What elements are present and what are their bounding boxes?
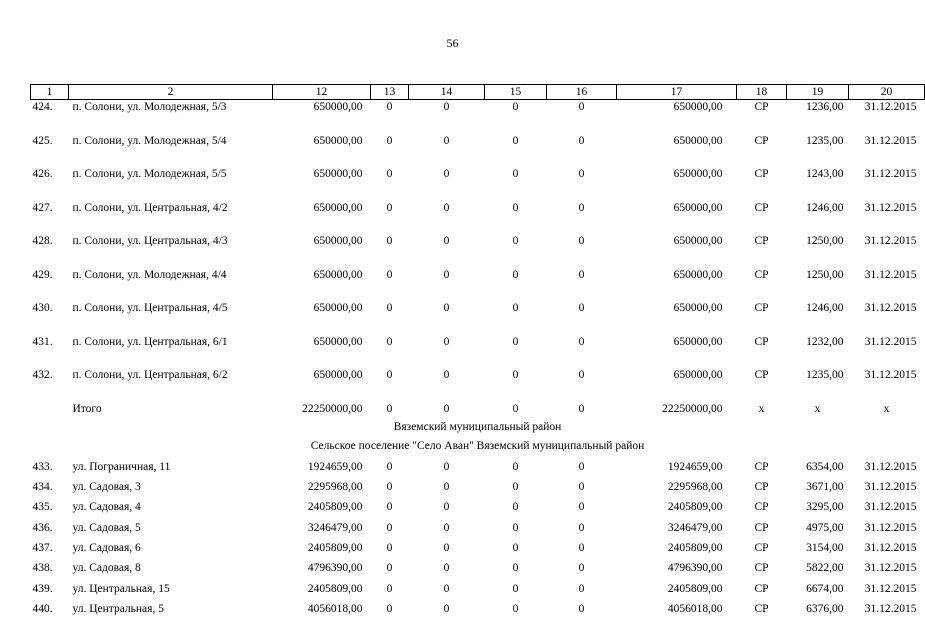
row-col-14: 0 xyxy=(443,582,450,595)
row-col-19: 6376,00 xyxy=(806,603,844,616)
row-col-17: 650000,00 xyxy=(673,235,723,247)
row-number: 433. xyxy=(32,460,53,473)
header-col-16: 16 xyxy=(547,85,617,100)
row-col-12: 2405809,00 xyxy=(307,582,363,595)
row-col-16: 0 xyxy=(578,134,585,147)
table-row xyxy=(31,100,925,134)
row-col-13: 0 xyxy=(386,501,393,514)
total-row xyxy=(31,402,925,421)
row-col-19: 1246,00 xyxy=(806,201,844,214)
row-col-16: 0 xyxy=(578,268,585,281)
row-col-18: СР xyxy=(754,302,769,314)
table-row xyxy=(31,521,925,541)
row-col-13: 0 xyxy=(386,542,393,555)
row-col-18: СР xyxy=(754,521,769,534)
row-col-18: СР xyxy=(754,101,769,113)
row-col-15: 0 xyxy=(512,521,519,534)
row-col-17: 650000,00 xyxy=(673,302,723,314)
row-col-15: 0 xyxy=(512,201,519,214)
row-address: ул. Пограничная, 11 xyxy=(72,460,171,473)
row-col-13: 0 xyxy=(386,235,393,247)
header-col-12: 12 xyxy=(273,85,371,100)
row-col-12: 650000,00 xyxy=(313,201,363,214)
row-col-14: 0 xyxy=(443,268,450,281)
table-row xyxy=(31,602,925,622)
row-address: ул. Садовая, 4 xyxy=(72,501,141,514)
row-col-17: 2405809,00 xyxy=(667,542,723,555)
row-col-18: СР xyxy=(754,582,769,595)
table-row xyxy=(31,561,925,581)
row-col-15: 0 xyxy=(512,335,519,348)
row-col-19: 1236,00 xyxy=(806,101,844,113)
row-col-20: 31.12.2015 xyxy=(864,101,917,113)
row-col-13: 0 xyxy=(386,582,393,595)
row-col-14: 0 xyxy=(443,603,450,616)
row-col-12: 2405809,00 xyxy=(307,542,363,555)
row-col-13: 0 xyxy=(386,268,393,281)
row-address: ул. Центральная, 5 xyxy=(72,603,164,616)
row-col-12: 3246479,00 xyxy=(307,521,363,534)
row-number: 431. xyxy=(32,335,53,348)
row-col-20: 31.12.2015 xyxy=(864,501,917,514)
table-row xyxy=(31,582,925,602)
row-col-19: 3671,00 xyxy=(806,480,844,493)
row-number: 438. xyxy=(32,562,53,575)
row-col-13: 0 xyxy=(386,302,393,314)
row-address: ул. Садовая, 3 xyxy=(72,480,141,493)
row-address: ул. Садовая, 8 xyxy=(72,562,141,575)
row-number: 425. xyxy=(32,134,53,147)
row-col-15: 0 xyxy=(512,582,519,595)
table-row xyxy=(31,541,925,561)
row-col-14: 0 xyxy=(443,302,450,314)
table-row xyxy=(31,368,925,402)
row-number: 428. xyxy=(32,235,53,247)
header-col-1: 1 xyxy=(31,85,69,100)
row-col-20: 31.12.2015 xyxy=(864,460,917,473)
row-col-19: 1235,00 xyxy=(806,369,844,381)
row-col-20: 31.12.2015 xyxy=(864,268,917,281)
row-col-17: 4056018,00 xyxy=(667,603,723,616)
row-number: 435. xyxy=(32,501,53,514)
total-col-19: х xyxy=(814,402,821,415)
row-address: п. Солони, ул. Центральная, 4/2 xyxy=(72,201,228,214)
row-col-18: СР xyxy=(754,168,769,180)
row-col-17: 2405809,00 xyxy=(667,501,723,514)
row-col-15: 0 xyxy=(512,369,519,381)
row-col-18: СР xyxy=(754,562,769,575)
row-col-13: 0 xyxy=(386,134,393,147)
row-col-16: 0 xyxy=(578,168,585,180)
total-col-17: 22250000,00 xyxy=(662,402,723,415)
table-row xyxy=(31,167,925,201)
row-number: 437. xyxy=(32,542,53,555)
row-number: 436. xyxy=(32,521,53,534)
row-address: п. Солони, ул. Молодежная, 4/4 xyxy=(72,268,227,281)
row-number: 434. xyxy=(32,480,53,493)
row-col-14: 0 xyxy=(443,460,450,473)
row-col-17: 650000,00 xyxy=(673,369,723,381)
section-row-district xyxy=(31,421,925,441)
row-col-18: СР xyxy=(754,480,769,493)
row-col-16: 0 xyxy=(578,582,585,595)
total-col-18: х xyxy=(758,402,765,415)
row-col-20: 31.12.2015 xyxy=(864,542,917,555)
row-col-20: 31.12.2015 xyxy=(864,168,917,180)
row-col-20: 31.12.2015 xyxy=(864,521,917,534)
row-col-12: 1924659,00 xyxy=(307,460,363,473)
row-col-13: 0 xyxy=(386,201,393,214)
row-number: 426. xyxy=(32,168,53,180)
row-col-13: 0 xyxy=(386,480,393,493)
page-number: 56 xyxy=(446,36,459,50)
row-col-14: 0 xyxy=(443,501,450,514)
row-col-16: 0 xyxy=(578,460,585,473)
row-col-17: 4796390,00 xyxy=(667,562,723,575)
total-col-15: 0 xyxy=(512,402,519,415)
row-col-16: 0 xyxy=(578,302,585,314)
row-col-19: 1232,00 xyxy=(806,335,844,348)
row-col-13: 0 xyxy=(386,369,393,381)
row-col-16: 0 xyxy=(578,521,585,534)
row-col-20: 31.12.2015 xyxy=(864,201,917,214)
header-row xyxy=(31,85,925,100)
row-col-14: 0 xyxy=(443,480,450,493)
row-number: 430. xyxy=(32,302,53,314)
row-col-12: 650000,00 xyxy=(313,235,363,247)
row-col-13: 0 xyxy=(386,562,393,575)
row-col-15: 0 xyxy=(512,501,519,514)
row-col-12: 4796390,00 xyxy=(307,562,363,575)
total-row-num xyxy=(31,402,69,421)
row-address: п. Солони, ул. Молодежная, 5/4 xyxy=(72,134,227,147)
row-number: 440. xyxy=(32,603,53,616)
row-col-19: 1250,00 xyxy=(806,268,844,281)
header-col-18: 18 xyxy=(737,85,787,100)
row-col-19: 1243,00 xyxy=(806,168,844,180)
data-table xyxy=(30,84,925,623)
row-col-20: 31.12.2015 xyxy=(864,603,917,616)
row-col-16: 0 xyxy=(578,562,585,575)
row-col-19: 1246,00 xyxy=(806,302,844,314)
row-address: п. Солони, ул. Молодежная, 5/5 xyxy=(72,168,227,180)
row-col-12: 650000,00 xyxy=(313,101,363,113)
section-settlement: Сельское поселение "Село Аван" Вяземский муниципальный район xyxy=(310,440,645,452)
row-col-12: 650000,00 xyxy=(313,134,363,147)
row-col-12: 650000,00 xyxy=(313,335,363,348)
section-district: Вяземский муниципальный район xyxy=(393,420,562,433)
header-col-14: 14 xyxy=(409,85,485,100)
row-col-15: 0 xyxy=(512,302,519,314)
table-row xyxy=(31,480,925,500)
total-label: Итого xyxy=(72,402,102,415)
total-col-14: 0 xyxy=(443,402,450,415)
row-col-15: 0 xyxy=(512,562,519,575)
row-col-19: 1250,00 xyxy=(806,235,844,247)
table-row xyxy=(31,234,925,268)
row-col-16: 0 xyxy=(578,542,585,555)
header-col-15: 15 xyxy=(485,85,547,100)
row-address: ул. Садовая, 6 xyxy=(72,542,141,555)
row-col-12: 4056018,00 xyxy=(307,603,363,616)
row-col-15: 0 xyxy=(512,168,519,180)
row-col-16: 0 xyxy=(578,501,585,514)
row-col-19: 3154,00 xyxy=(806,542,844,555)
row-col-15: 0 xyxy=(512,268,519,281)
row-col-15: 0 xyxy=(512,460,519,473)
row-col-20: 31.12.2015 xyxy=(864,562,917,575)
row-col-17: 650000,00 xyxy=(673,134,723,147)
row-col-16: 0 xyxy=(578,235,585,247)
row-col-15: 0 xyxy=(512,101,519,113)
row-col-19: 3295,00 xyxy=(806,501,844,514)
total-col-12: 22250000,00 xyxy=(302,402,363,415)
row-col-15: 0 xyxy=(512,134,519,147)
row-col-20: 31.12.2015 xyxy=(864,134,917,147)
row-col-13: 0 xyxy=(386,460,393,473)
row-col-17: 650000,00 xyxy=(673,168,723,180)
table-row xyxy=(31,301,925,335)
header-col-20: 20 xyxy=(849,85,925,100)
row-col-15: 0 xyxy=(512,603,519,616)
header-col-17: 17 xyxy=(617,85,737,100)
row-col-14: 0 xyxy=(443,235,450,247)
row-col-13: 0 xyxy=(386,603,393,616)
table-row xyxy=(31,335,925,369)
row-col-18: СР xyxy=(754,235,769,247)
row-col-16: 0 xyxy=(578,201,585,214)
row-address: п. Солони, ул. Центральная, 6/2 xyxy=(72,369,228,381)
row-col-16: 0 xyxy=(578,101,585,113)
row-col-18: СР xyxy=(754,603,769,616)
row-col-14: 0 xyxy=(443,562,450,575)
row-col-12: 2295968,00 xyxy=(307,480,363,493)
row-col-12: 650000,00 xyxy=(313,268,363,281)
row-col-12: 2405809,00 xyxy=(307,501,363,514)
row-col-20: 31.12.2015 xyxy=(864,302,917,314)
row-address: ул. Центральная, 15 xyxy=(72,582,170,595)
row-col-18: СР xyxy=(754,369,769,381)
row-address: п. Солони, ул. Центральная, 6/1 xyxy=(72,335,228,348)
row-col-13: 0 xyxy=(386,335,393,348)
row-number: 429. xyxy=(32,268,53,281)
row-col-18: СР xyxy=(754,268,769,281)
row-col-20: 31.12.2015 xyxy=(864,369,917,381)
row-col-14: 0 xyxy=(443,201,450,214)
row-col-18: СР xyxy=(754,134,769,147)
row-col-13: 0 xyxy=(386,168,393,180)
total-col-13: 0 xyxy=(386,402,393,415)
row-col-20: 31.12.2015 xyxy=(864,480,917,493)
row-col-19: 4975,00 xyxy=(806,521,844,534)
row-col-18: СР xyxy=(754,201,769,214)
row-col-12: 650000,00 xyxy=(313,369,363,381)
row-col-18: СР xyxy=(754,335,769,348)
row-col-14: 0 xyxy=(443,521,450,534)
row-number: 427. xyxy=(32,201,53,214)
total-col-20: х xyxy=(883,402,890,415)
row-address: ул. Садовая, 5 xyxy=(72,521,141,534)
row-col-12: 650000,00 xyxy=(313,302,363,314)
table-row xyxy=(31,201,925,235)
row-number: 424. xyxy=(32,101,53,113)
row-col-13: 0 xyxy=(386,521,393,534)
table-row xyxy=(31,268,925,302)
row-col-20: 31.12.2015 xyxy=(864,235,917,247)
row-col-17: 2405809,00 xyxy=(667,582,723,595)
row-col-14: 0 xyxy=(443,134,450,147)
row-col-14: 0 xyxy=(443,335,450,348)
row-col-14: 0 xyxy=(443,369,450,381)
row-col-17: 650000,00 xyxy=(673,268,723,281)
header-col-2: 2 xyxy=(69,85,273,100)
row-address: п. Солони, ул. Центральная, 4/3 xyxy=(72,235,228,247)
row-col-15: 0 xyxy=(512,480,519,493)
row-col-14: 0 xyxy=(443,101,450,113)
row-col-19: 6674,00 xyxy=(806,582,844,595)
row-col-17: 3246479,00 xyxy=(667,521,723,534)
row-number: 432. xyxy=(32,369,53,381)
table-row xyxy=(31,134,925,168)
row-col-20: 31.12.2015 xyxy=(864,582,917,595)
row-col-17: 650000,00 xyxy=(673,201,723,214)
section-row-settlement xyxy=(31,440,925,460)
row-col-17: 650000,00 xyxy=(673,101,723,113)
total-col-16: 0 xyxy=(578,402,585,415)
row-col-17: 1924659,00 xyxy=(667,460,723,473)
row-col-16: 0 xyxy=(578,369,585,381)
header-col-19: 19 xyxy=(787,85,849,100)
table-row xyxy=(31,460,925,480)
row-number: 439. xyxy=(32,582,53,595)
row-col-18: СР xyxy=(754,460,769,473)
row-col-19: 1235,00 xyxy=(806,134,844,147)
row-address: п. Солони, ул. Молодежная, 5/3 xyxy=(72,101,227,113)
row-col-13: 0 xyxy=(386,101,393,113)
row-col-17: 650000,00 xyxy=(673,335,723,348)
row-col-16: 0 xyxy=(578,335,585,348)
row-col-19: 5822,00 xyxy=(806,562,844,575)
row-col-17: 2295968,00 xyxy=(667,480,723,493)
row-col-16: 0 xyxy=(578,480,585,493)
table-row xyxy=(31,500,925,520)
row-col-18: СР xyxy=(754,542,769,555)
row-col-15: 0 xyxy=(512,542,519,555)
row-col-16: 0 xyxy=(578,603,585,616)
row-col-20: 31.12.2015 xyxy=(864,335,917,348)
header-col-13: 13 xyxy=(371,85,409,100)
row-col-14: 0 xyxy=(443,168,450,180)
row-col-19: 6354,00 xyxy=(806,460,844,473)
row-col-14: 0 xyxy=(443,542,450,555)
row-address: п. Солони, ул. Центральная, 4/5 xyxy=(72,302,228,314)
row-col-15: 0 xyxy=(512,235,519,247)
row-col-18: СР xyxy=(754,501,769,514)
row-col-12: 650000,00 xyxy=(313,168,363,180)
